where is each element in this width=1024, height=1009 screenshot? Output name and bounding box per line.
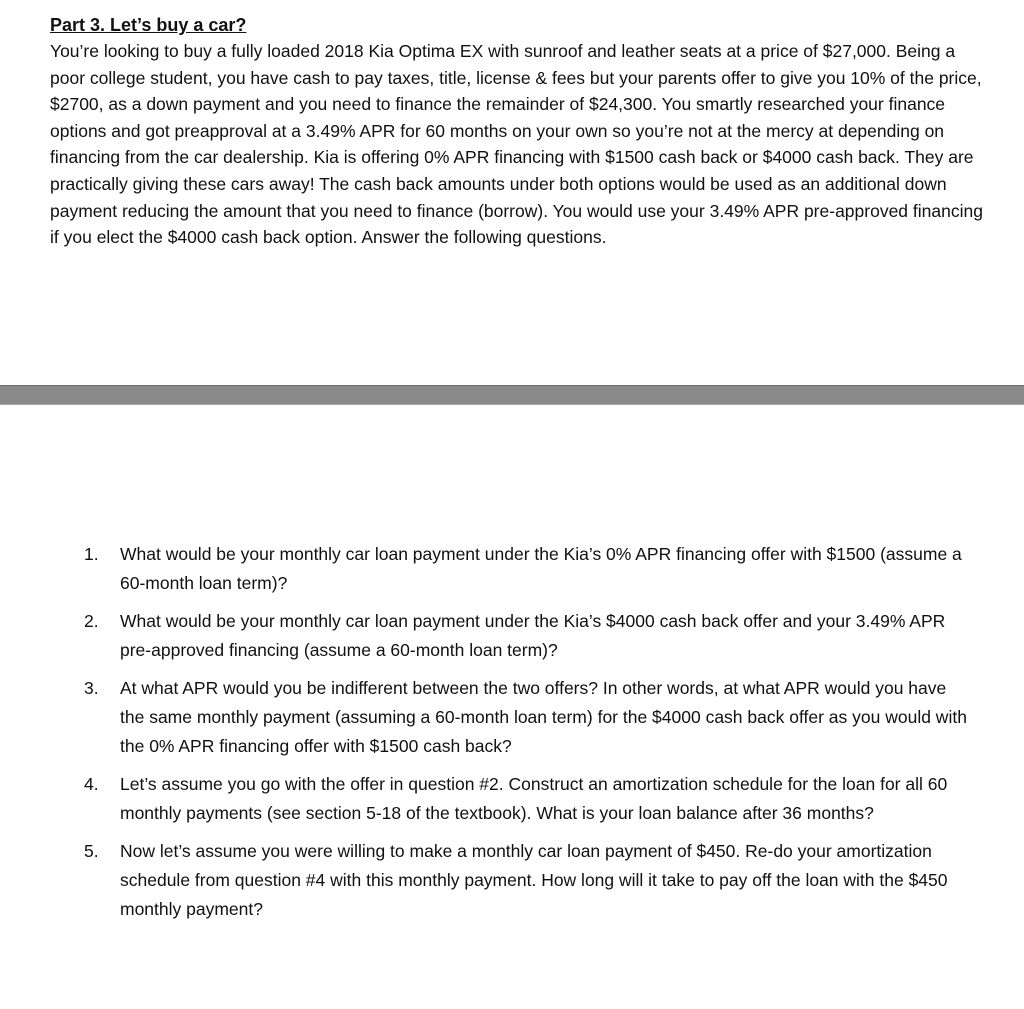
question-number: 3. [84, 678, 99, 698]
part-title: Part 3. Let’s buy a car? [50, 15, 247, 35]
question-number: 1. [84, 544, 99, 564]
question-text: Now let’s assume you were willing to make a monthly car loan payment of $450. Re-do your amortization schedule from question #4 with this monthly payment. How long will it take to pay off the loan with the $450 monthly payment? [120, 841, 948, 919]
section-divider [0, 385, 1024, 405]
question-text: What would be your monthly car loan payment under the Kia’s $4000 cash back offer and your 3.49% APR pre-approved financing (assume a 60-month loan term)? [120, 611, 946, 660]
question-list [84, 540, 974, 933]
intro-paragraph: You’re looking to buy a fully loaded 2018 Kia Optima EX with sunroof and leather seats at a price of $27,000. Being a poor college student, you have cash to pay taxes, title, license & fees but your parents offer to give you 10% of the price, $2700, as a down payment and you need to finance the remainder of $24,300. You smartly researched your finance options and got preapproval at a 3.49% APR for 60 months on your own so you’re not at the mercy at depending on financing from the car dealership. Kia is offering 0% APR financing with $1500 cash back or $4000 cash back. They are practically giving these cars away! The cash back amounts under both options would be used as an additional down payment reducing the amount that you need to finance (borrow). You would use your 3.49% APR pre-approved financing if you elect the $4000 cash back option. Answer the following questions. [50, 41, 983, 248]
question-text: At what APR would you be indifferent between the two offers? In other words, at what APR would you have the same monthly payment (assuming a 60-month loan term) for the $4000 cash back offer as you would with the 0% APR financing offer with $1500 cash back? [120, 678, 967, 756]
question-number: 4. [84, 774, 99, 794]
question-item-2 [84, 607, 974, 665]
question-item-3 [84, 674, 974, 761]
question-text: What would be your monthly car loan payment under the Kia’s 0% APR financing offer with $1500 (assume a 60-month loan term)? [120, 544, 962, 593]
question-number: 5. [84, 841, 99, 861]
question-item-5 [84, 837, 974, 924]
question-item-4 [84, 770, 974, 828]
question-item-1 [84, 540, 974, 598]
question-text: Let’s assume you go with the offer in question #2. Construct an amortization schedule for the loan for all 60 monthly payments (see section 5-18 of the textbook). What is your loan balance after 36 months? [120, 774, 948, 823]
part-section [50, 12, 985, 251]
question-number: 2. [84, 611, 99, 631]
